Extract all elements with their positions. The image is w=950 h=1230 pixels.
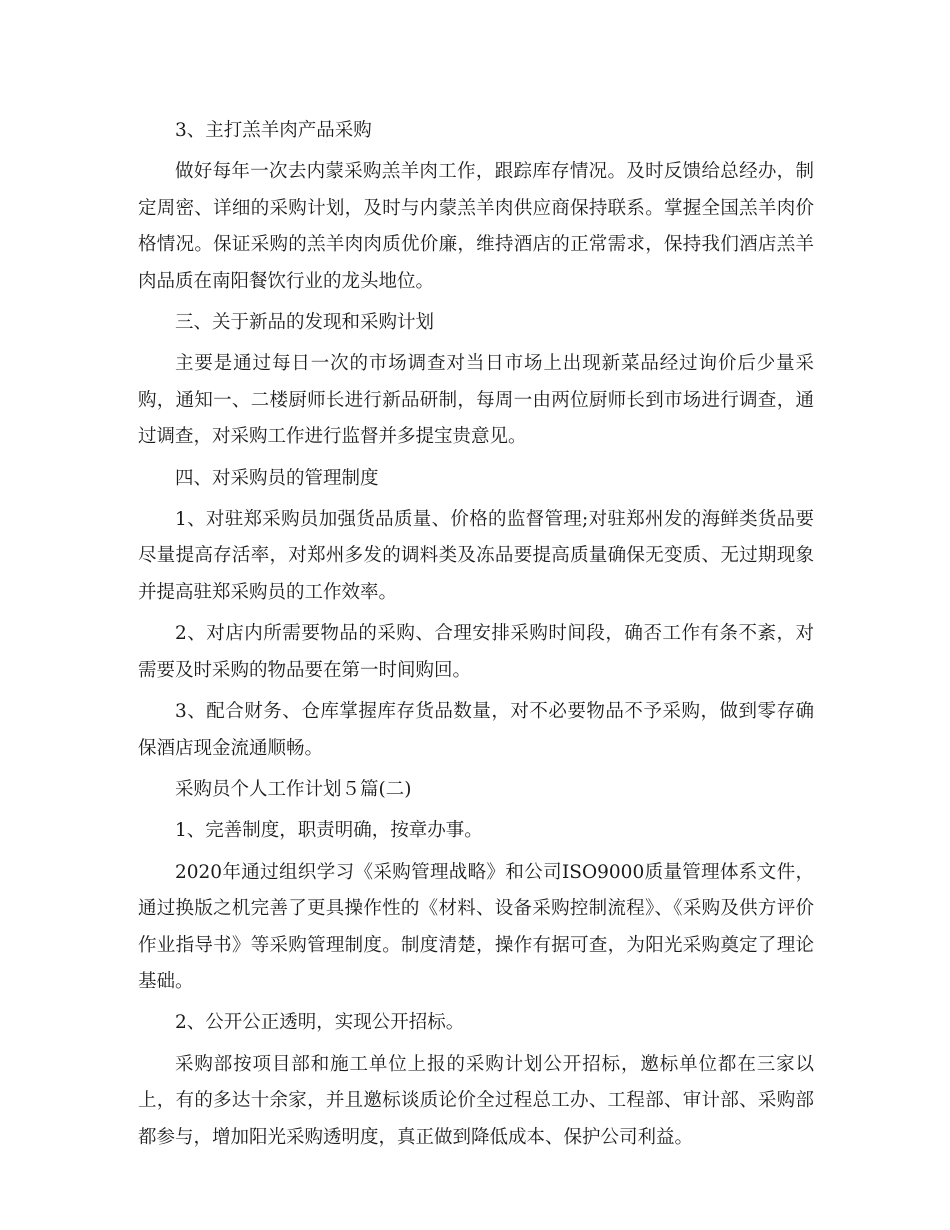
- paragraph-heading: 四、对采购员的管理制度: [175, 467, 379, 489]
- paragraph-heading: 1、完善制度，职责明确，按章办事。: [175, 820, 483, 842]
- paragraph-heading: 2、公开公正透明，实现公开招标。: [175, 1012, 465, 1034]
- section-title: 采购员个人工作计划５篇(二): [175, 778, 412, 800]
- document-body: [138, 113, 814, 1161]
- paragraph: 采购部按项目部和施工单位上报的采购计划公开招标，邀标单位都在三家以上，有的多达十余家，并且邀标谈质论价全过程总工办、工程部、审计部、采购部都参与，增加阳光采购透明度，真正做到降低成本、保护公司利益。: [138, 1053, 814, 1148]
- paragraph: 3、配合财务、仓库掌握库存货品数量，对不必要物品不予采购，做到零存确保酒店现金流通顺畅。: [138, 701, 814, 759]
- paragraph: 2、对店内所需要物品的采购、合理安排采购时间段，确否工作有条不紊，对需要及时采购的物品要在第一时间购回。: [138, 623, 814, 681]
- paragraph-heading: 三、关于新品的发现和采购计划: [175, 312, 435, 334]
- paragraph: 2020年通过组织学习《采购管理战略》和公司ISO9000质量管理体系文件，通过换版之机完善了更具操作性的《材料、设备采购控制流程》、《采购及供方评价作业指导书》等采购管理制度。制度清楚，操作有据可查，为阳光采购奠定了理论基础。: [138, 861, 814, 992]
- paragraph: 1、对驻郑采购员加强货品质量、价格的监督管理;对驻郑州发的海鲜类货品要尽量提高存活率，对郑州多发的调料类及冻品要提高质量确保无变质、无过期现象并提高驻郑采购员的工作效率。: [138, 509, 814, 603]
- paragraph: 主要是通过每日一次的市场调查对当日市场上出现新菜品经过询价后少量采购，通知一、二楼厨师长进行新品研制，每周一由两位厨师长到市场进行调查，通过调查，对采购工作进行监督并多提宝贵意见。: [138, 353, 814, 448]
- paragraph: 做好每年一次去内蒙采购羔羊肉工作，跟踪库存情况。及时反馈给总经办，制定周密、详细的采购计划，及时与内蒙羔羊肉供应商保持联系。掌握全国羔羊肉价格情况。保证采购的羔羊肉肉质优价廉，维持酒店的正常需求，保持我们酒店羔羊肉品质在南阳餐饮行业的龙头地位。: [138, 161, 814, 292]
- paragraph-heading: 3、主打羔羊肉产品采购: [175, 120, 372, 141]
